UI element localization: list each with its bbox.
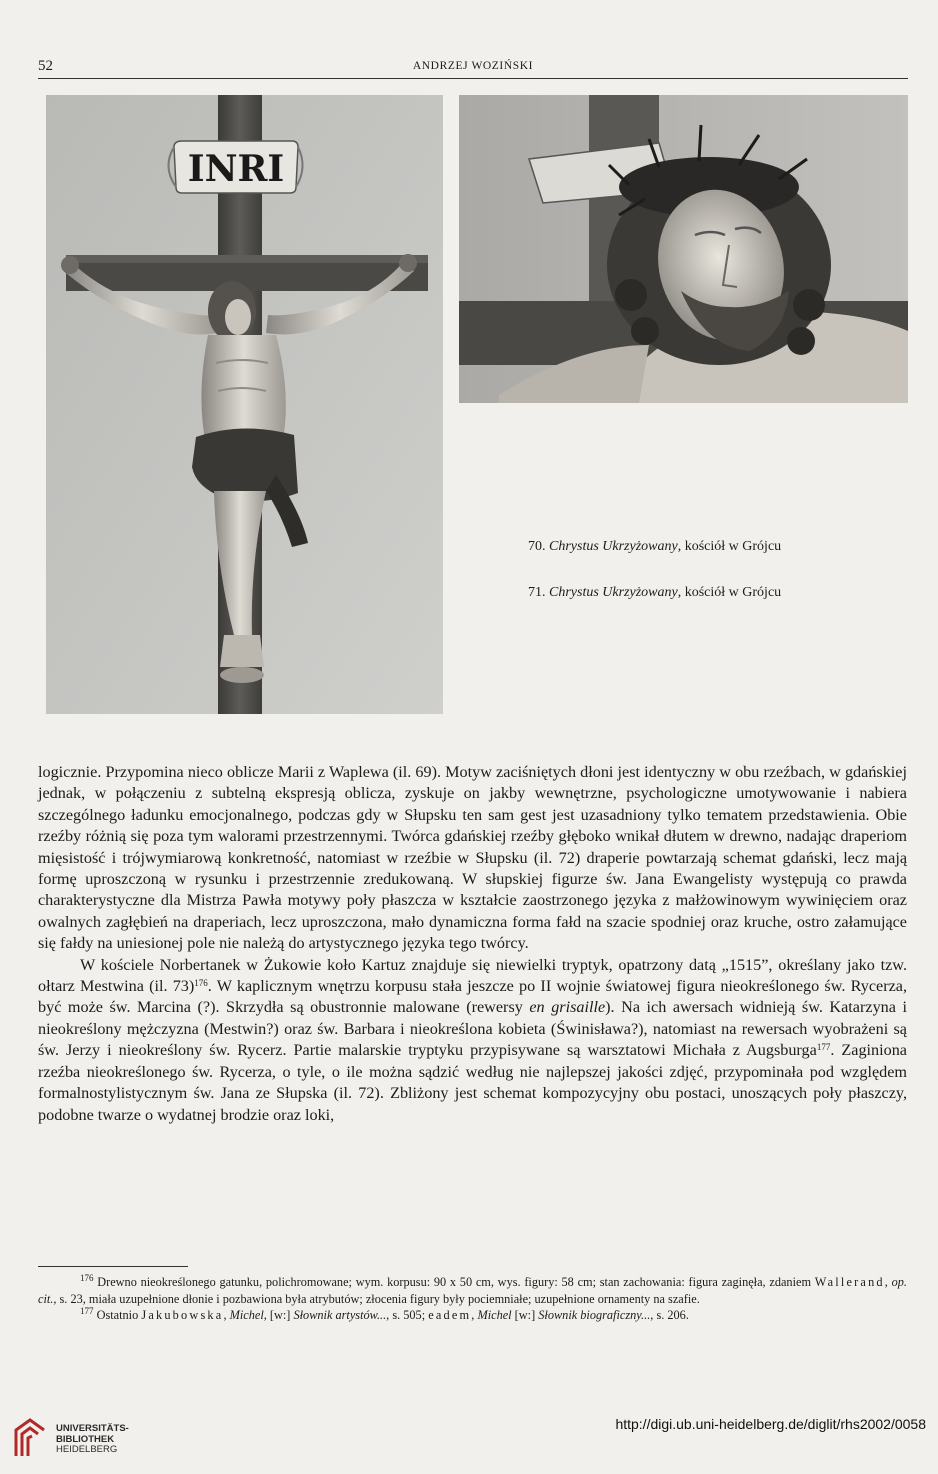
crucifix-head-detail-photo — [459, 95, 908, 403]
caption-title: Chrystus Ukrzyżowany — [549, 585, 678, 600]
paragraph-2-text: . W kaplicznym wnętrzu korpusu stała jeszcze po II wojnie światowej figura nieokreślonego św. Rycerza, być może św. Marcina (?). Skrzydła są obustronnie malowane (rewersy — [38, 977, 908, 1017]
crucifix-photo — [46, 95, 443, 714]
caption-place: , kościół w Grójcu — [677, 585, 782, 600]
logo-line: UNIVERSITÄTS- — [56, 1423, 129, 1434]
library-logo-icon — [12, 1416, 48, 1460]
page-header — [38, 56, 908, 79]
paragraph-2-text: ). Na ich awersach widnieją św. Katarzyna i nieokreślony mężczyzna (Mestwin?) oraz św. Barbara i nieokreślona kobieta (Świnisława?), natomiast na rewersach wyobrażeni są św. Jerzy i nieokreślony św. Rycerz. Partie malarskie tryptyku przypisywane są warsztatowi Michała z Augsburga — [38, 998, 907, 1060]
footnote-mark: 177 — [80, 1306, 94, 1316]
figure-caption-70 — [528, 539, 781, 555]
footnote-ref-177[interactable]: 177 — [816, 1042, 831, 1053]
footnote-176 — [38, 1274, 907, 1307]
footnote-source: Słownik artystów... — [293, 1308, 387, 1322]
footnote-text: , — [471, 1308, 478, 1322]
running-head: ANDRZEJ WOZIŃSKI — [412, 60, 534, 72]
head-detail-illustration — [459, 95, 908, 403]
library-logo-text — [56, 1424, 129, 1456]
footnote-text: , s. 206. — [650, 1308, 689, 1322]
digitization-footer — [0, 1408, 938, 1474]
footnote-text: , s. 505; — [386, 1308, 429, 1322]
paragraph-2-emphasis: en grisaille — [529, 998, 606, 1017]
caption-place: , kościół w Grójcu — [677, 539, 782, 554]
figure-caption-71 — [528, 585, 781, 601]
paragraph-2 — [38, 955, 907, 1126]
footnote-author: Jakubowska — [141, 1308, 224, 1322]
footnote-citation: op. cit. — [38, 1275, 907, 1306]
paragraph-2-text: . Zaginiona rzeźba nieokreślonego św. Rycerza, o tyle, o ile można sądzić według nie najlepszej jakości zdjęć, przypominała pod względem formalnostylistycznym św. Jana ze Słupska (il. 72). Zbliżony jest schemat kompozycyjny obu postaci, unoszących poły płaszczy, podobne twarze o wydatnej brodzie oraz loki, — [38, 1041, 907, 1124]
source-url-link[interactable]: http://digi.ub.uni-heidelberg.de/diglit/rhs2002/0058 — [615, 1416, 926, 1432]
footnote-text: , [w:] — [263, 1308, 294, 1322]
main-body-text — [38, 762, 907, 1126]
footnote-text: Ostatnio — [93, 1308, 142, 1322]
footnote-separator — [38, 1266, 188, 1267]
inri-inscription: INRI — [187, 148, 285, 190]
footnote-text: , s. 23, miała uzupełnione dłonie i pozbawiona była atrybutów; złocenia figury były pociemniałe; uzupełnione ornamenty na szafie. — [53, 1291, 700, 1306]
footnote-title: Michel — [477, 1308, 512, 1322]
footnote-text: [w:] — [511, 1308, 539, 1322]
footnote-title: Michel — [229, 1308, 264, 1322]
caption-title: Chrystus Ukrzyżowany — [549, 539, 678, 554]
footnote-text: Drewno nieokreślonego gatunku, polichromowane; wym. korpusu: 90 x 50 cm, wys. figury: 58 cm; stan zachowania: figura zaginęła, zdaniem — [93, 1275, 815, 1289]
footnote-author: Wallerand — [814, 1275, 885, 1289]
crucifix-illustration — [46, 95, 443, 714]
logo-line: BIBLIOTHEK — [56, 1433, 115, 1445]
footnote-text: , — [223, 1308, 230, 1322]
page-number: 52 — [38, 58, 53, 74]
paragraph-2-text: W kościele Norbertanek w Żukowie koło Kartuz znajduje się niewielki tryptyk, opatrzony datą „1515”, określany jako tzw. ołtarz Mestwina (il. 73) — [38, 955, 907, 996]
logo-line: HEIDELBERG — [56, 1444, 118, 1455]
caption-number: 71. — [528, 585, 546, 600]
paragraph-1: logicznie. Przypomina nieco oblicze Marii z Waplewa (il. 69). Motyw zaciśniętych dłoni jest identyczny w obu rzeźbach, w gdańskiej jednak, w połączeniu z subtelną ekspresją oblicza, zyskuje on jakby wewnętrzne, psychologiczne umotywowanie i nabiera szczególnego ładunku emocjonalnego, podczas gdy w Słupsku ten sam gest jest uzasadniony tylko tematem przedstawienia. Obie rzeźby różnią się poza tym walorami przestrzennymi. Twórca gdańskiej rzeźby głęboko wnikał dłutem w drewno, nadając draperiom mięsistość i trójwymiarową konkretność, natomiast w rzeźbie w Słupsku (il. 72) draperie powtarzają schemat gdański, lecz mają formę uproszczoną w rysunku i przestrzennie zredukowaną. W słupskiej figurze św. Jana Ewangelisty występują co prawda charakterystyczne dla Mistrza Pawła motywy poły płaszcza w kształcie zaostrzonego języka z małżowinowym wywinięciem oraz owalnych zagłębień na draperiach, lecz uproszczona, mało dynamiczna forma fałd na szacie spodniej oraz kruche, ostro załamujące się fałdy na uniesionej pole nie należą do artystycznego języka tego twórcy. — [38, 763, 907, 953]
footnote-ref-176[interactable]: 176 — [194, 978, 208, 989]
footnote-177 — [38, 1307, 907, 1324]
footnote-text: , — [884, 1275, 892, 1289]
caption-number: 70. — [528, 539, 546, 554]
footnote-source: Słownik biograficzny... — [538, 1308, 651, 1322]
footnotes — [38, 1274, 907, 1324]
footnote-mark: 176 — [80, 1273, 94, 1283]
footnote-author: eadem — [428, 1308, 472, 1322]
